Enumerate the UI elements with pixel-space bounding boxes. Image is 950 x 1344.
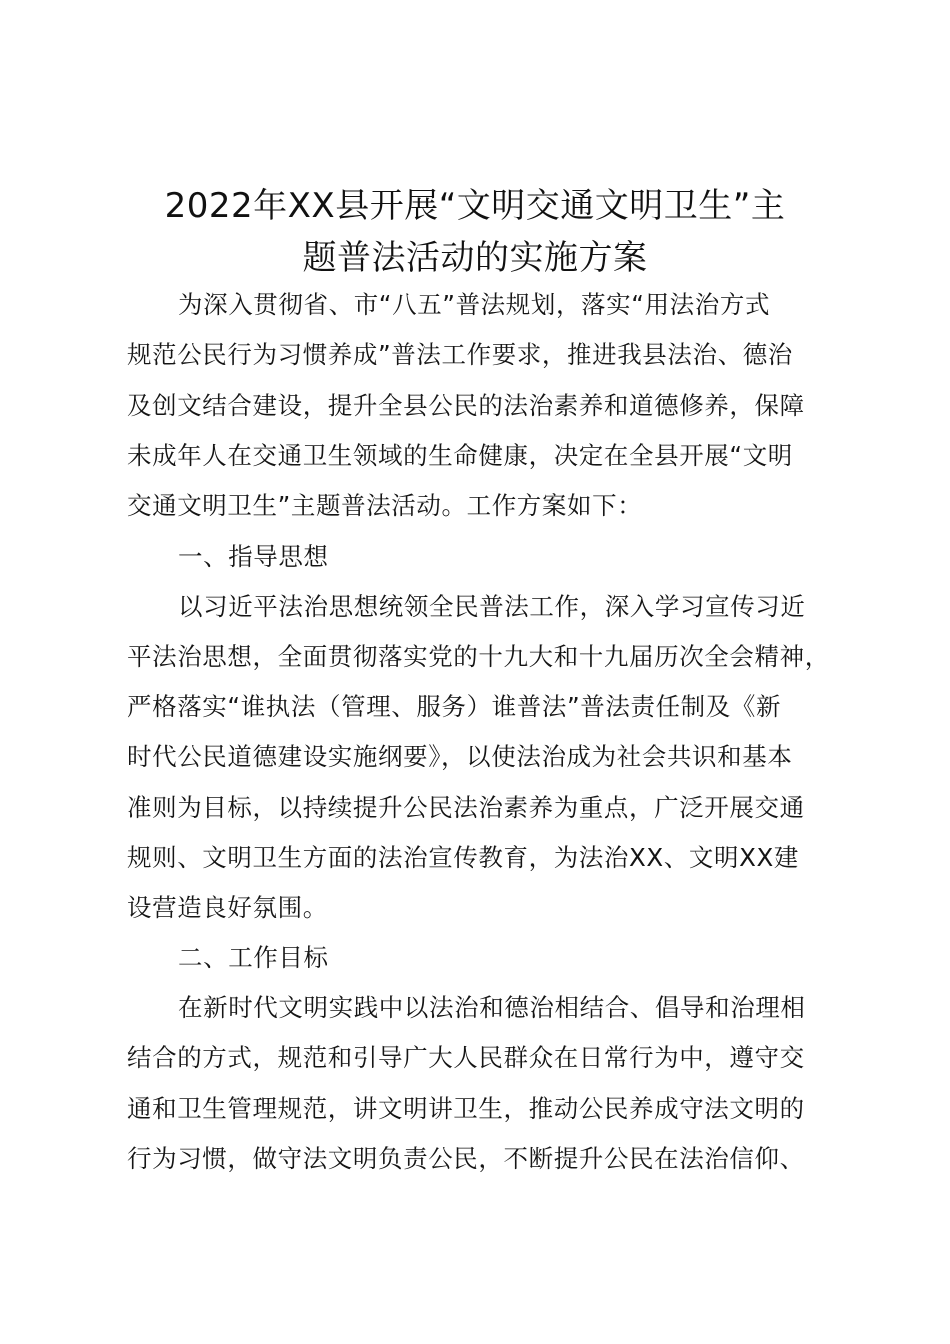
body-text-line: 为深入贯彻省、市“八五”普法规划，落实“用法治方式 bbox=[178, 290, 771, 319]
section-heading-guiding-ideology: 一、指导思想 bbox=[178, 542, 329, 571]
section-heading-work-goals: 二、工作目标 bbox=[178, 943, 329, 972]
body-text-line: 平法治思想，全面贯彻落实党的十九大和十九届历次全会精神， bbox=[127, 642, 830, 671]
body-text-line: 行为习惯，做守法文明负责公民，不断提升公民在法治信仰、 bbox=[127, 1144, 805, 1173]
body-text-line: 交通文明卫生”主题普法活动。工作方案如下： bbox=[127, 491, 643, 520]
body-text-line: 严格落实“谁执法（管理、服务）谁普法”普法责任制及《新 bbox=[127, 692, 782, 721]
body-text-line: 规范公民行为习惯养成”普法工作要求，推进我县法治、德治 bbox=[127, 340, 793, 369]
body-text-line: 设营造良好氛围。 bbox=[127, 893, 328, 922]
body-text-line: 未成年人在交通卫生领域的生命健康，决定在全县开展“文明 bbox=[127, 441, 793, 470]
document-title-line-1: 2022年XX县开展“文明交通文明卫生”主 bbox=[164, 186, 786, 226]
body-text-line: 及创文结合建设，提升全县公民的法治素养和道德修养，保障 bbox=[127, 391, 805, 420]
body-text-line: 在新时代文明实践中以法治和德治相结合、倡导和治理相 bbox=[178, 993, 806, 1022]
body-text-line: 通和卫生管理规范，讲文明讲卫生，推动公民养成守法文明的 bbox=[127, 1094, 805, 1123]
document-title-line-2: 题普法活动的实施方案 bbox=[302, 238, 648, 278]
body-text-line: 准则为目标，以持续提升公民法治素养为重点，广泛开展交通 bbox=[127, 793, 805, 822]
body-text-line: 时代公民道德建设实施纲要》，以使法治成为社会共识和基本 bbox=[127, 742, 793, 771]
body-text-line: 规则、文明卫生方面的法治宣传教育，为法治XX、文明XX建 bbox=[127, 843, 799, 872]
body-text-line: 结合的方式，规范和引导广大人民群众在日常行为中，遵守交 bbox=[127, 1043, 805, 1072]
body-text-line: 以习近平法治思想统领全民普法工作，深入学习宣传习近 bbox=[178, 592, 806, 621]
